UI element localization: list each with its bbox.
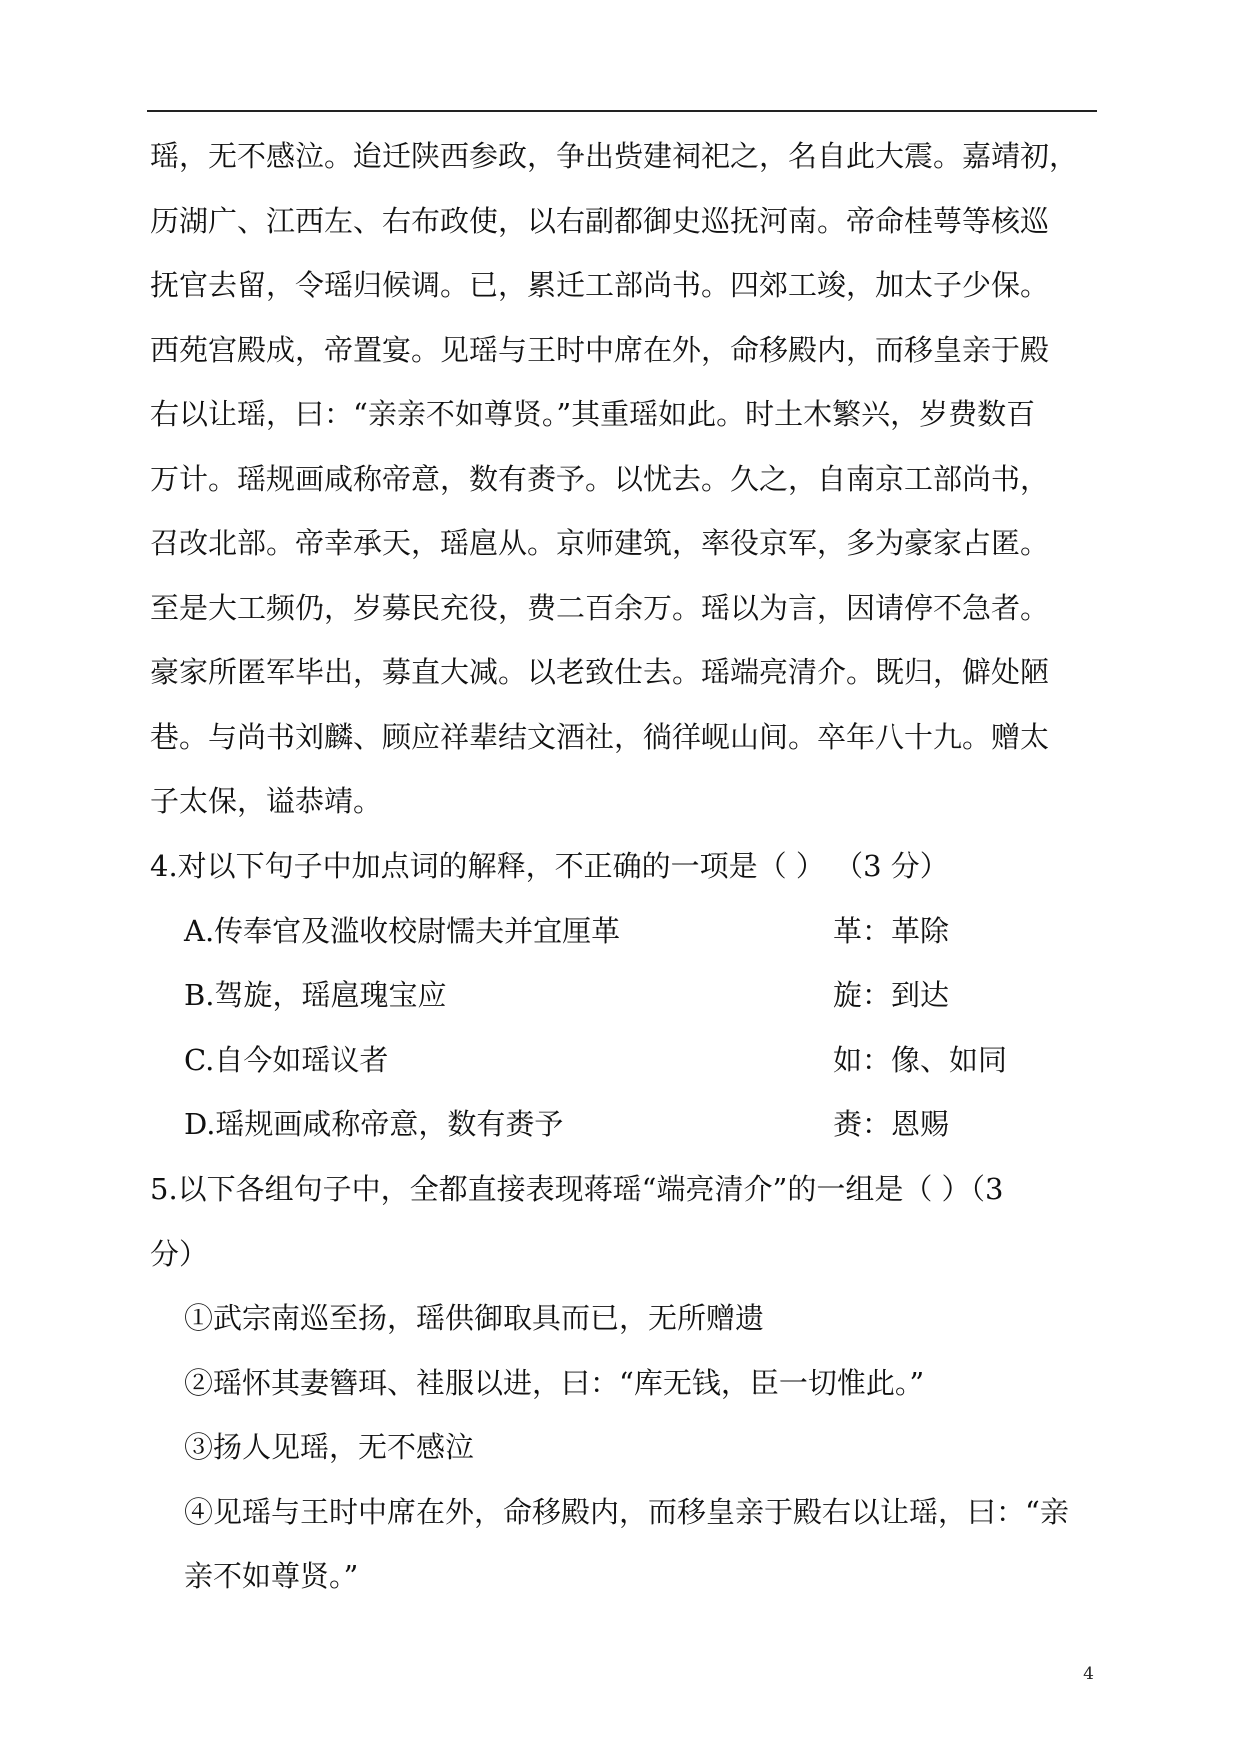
question-4-option-a[interactable] bbox=[150, 899, 1100, 964]
option-text: C.自今如瑶议者 bbox=[184, 1042, 389, 1077]
option-gloss: 革：革除 bbox=[833, 913, 950, 948]
question-5-item: ③扬人见瑶，无不感泣 bbox=[184, 1430, 475, 1464]
passage-line: 瑶，无不感泣。迨迁陕西参政，争出赀建祠祀之，名自此大震。嘉靖初， bbox=[150, 139, 1079, 173]
passage bbox=[150, 124, 1100, 834]
option-text: B.驾旋，瑶扈瑰宝应 bbox=[184, 978, 447, 1012]
question-5-item: ①武宗南巡至扬，瑶供御取具而已，无所赠遗 bbox=[184, 1301, 765, 1335]
passage-line: 巷。与尚书刘麟、顾应祥辈结文酒社，徜徉岘山间。卒年八十九。赠太 bbox=[150, 719, 1050, 754]
passage-line: 豪家所匿军毕出，募直大减。以老致仕去。瑶端亮清介。既归，僻处陋 bbox=[150, 655, 1050, 689]
passage-line: 至是大工频仍，岁募民充役，费二百余万。瑶以为言，因请停不急者。 bbox=[150, 590, 1050, 625]
question-4-option-d[interactable] bbox=[150, 1092, 1100, 1157]
passage-line: 右以让瑶，曰：“亲亲不如尊贤。”其重瑶如此。时土木繁兴，岁费数百 bbox=[150, 397, 1036, 431]
option-gloss: 赉：恩赐 bbox=[833, 1107, 950, 1141]
passage-line: 万计。瑶规画咸称帝意，数有赉予。以忧去。久之，自南京工部尚书， bbox=[150, 461, 1050, 496]
option-text: A.传奉官及滥收校尉懦夫并宜厘革 bbox=[184, 913, 621, 948]
question-5-item: ④见瑶与王时中席在外，命移殿内，而移皇亲于殿右以让瑶，曰：“亲 bbox=[184, 1494, 1069, 1529]
question-4-option-b[interactable] bbox=[150, 963, 1100, 1028]
question-4-stem: 4.对以下句子中加点词的解释，不正确的一项是（ ） （3 分） bbox=[150, 849, 949, 883]
option-text: D.瑶规画咸称帝意，数有赉予 bbox=[184, 1107, 564, 1141]
option-gloss: 如：像、如同 bbox=[833, 1042, 1008, 1077]
passage-line: 子太保，谥恭靖。 bbox=[150, 784, 383, 818]
question-5-stem-cont: 分） bbox=[150, 1236, 209, 1271]
question-4-option-c[interactable] bbox=[150, 1028, 1100, 1093]
question-5-stem: 5.以下各组句子中，全都直接表现蒋瑶“端亮清介”的一组是（ ）（3 bbox=[150, 1172, 1004, 1206]
question-5-item: ②瑶怀其妻簪珥、袿服以进，曰：“库无钱，臣一切惟此。” bbox=[184, 1365, 925, 1400]
header-rule bbox=[147, 110, 1097, 112]
passage-line: 历湖广、江西左、右布政使，以右副都御史巡抚河南。帝命桂萼等核巡 bbox=[150, 203, 1050, 238]
question-4 bbox=[150, 834, 1100, 1157]
passage-line: 西苑宫殿成，帝置宴。见瑶与王时中席在外，命移殿内，而移皇亲于殿 bbox=[150, 332, 1050, 367]
option-gloss: 旋：到达 bbox=[833, 978, 950, 1012]
question-5-item: 亲不如尊贤。” bbox=[184, 1559, 359, 1593]
page-number: 4 bbox=[1083, 1664, 1094, 1684]
passage-line: 抚官去留，令瑶归候调。已，累迁工部尚书。四郊工竣，加太子少保。 bbox=[150, 268, 1050, 302]
question-5 bbox=[150, 1157, 1100, 1609]
passage-line: 召改北部。帝幸承天，瑶扈从。京师建筑，率役京军，多为豪家占匿。 bbox=[150, 526, 1050, 560]
